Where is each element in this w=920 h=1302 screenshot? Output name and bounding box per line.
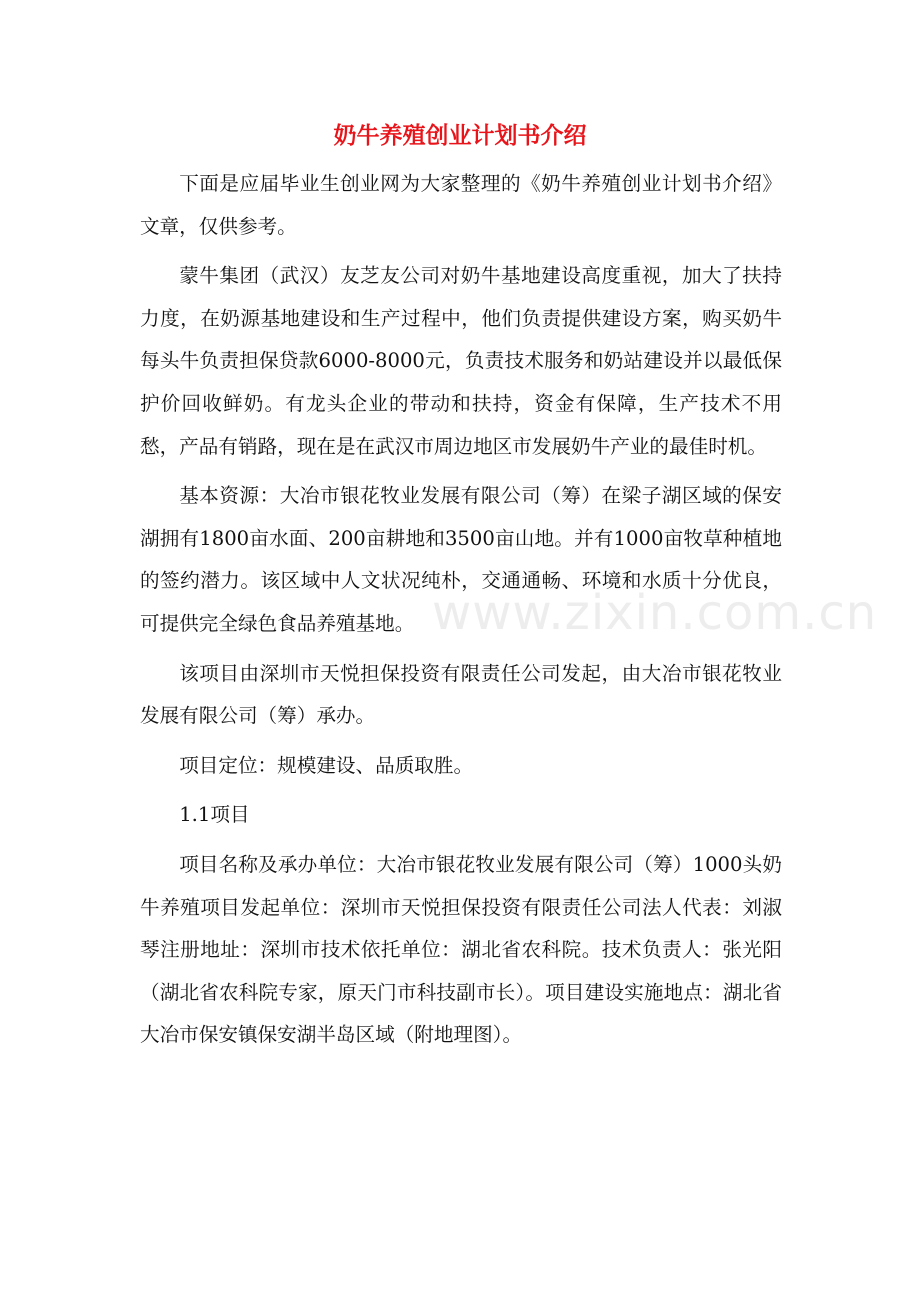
- paragraph-intro: 下面是应届毕业生创业网为大家整理的《奶牛养殖创业计划书介绍》文章，仅供参考。: [140, 172, 782, 238]
- paragraph-positioning: 项目定位：规模建设、品质取胜。: [179, 753, 474, 777]
- paragraph-project-details: 项目名称及承办单位：大冶市银花牧业发展有限公司（筹）1000头奶牛养殖项目发起单位：深圳市天悦担保投资有限责任公司法人代表：刘淑琴注册地址：深圳市技术依托单位：湖北省农科院。技术负责人：张光阳（湖北省农科院专家，原天门市科技副市长）。项目建设实施地点：湖北省大冶市保安镇保安湖半岛区域（附地理图）。: [140, 852, 782, 1047]
- section-heading-1-1: 1.1项目: [179, 803, 250, 827]
- watermark: www.zixin.com.cn: [432, 585, 878, 641]
- paragraph-resources: 基本资源：大冶市银花牧业发展有限公司（筹）在梁子湖区域的保安湖拥有1800亩水面、200亩耕地和3500亩山地。并有1000亩牧草种植地的签约潜力。该区域中人文状况纯朴，交通通畅、环境和水质十分优良，可提供完全绿色食品养殖基地。: [140, 484, 782, 635]
- document-title: 奶牛养殖创业计划书介绍: [333, 122, 587, 149]
- paragraph-mengniu: 蒙牛集团（武汉）友芝友公司对奶牛基地建设高度重视，加大了扶持力度，在奶源基地建设和生产过程中，他们负责提供建设方案，购买奶牛每头牛负责担保贷款6000-8000元，负责技术服务和奶站建设并以最低保护价回收鲜奶。有龙头企业的带动和扶持，资金有保障，生产技术不用愁，产品有销路，现在是在武汉市周边地区市发展奶牛产业的最佳时机。: [140, 264, 782, 458]
- paragraph-sponsor: 该项目由深圳市天悦担保投资有限责任公司发起，由大冶市银花牧业发展有限公司（筹）承办。: [140, 661, 782, 728]
